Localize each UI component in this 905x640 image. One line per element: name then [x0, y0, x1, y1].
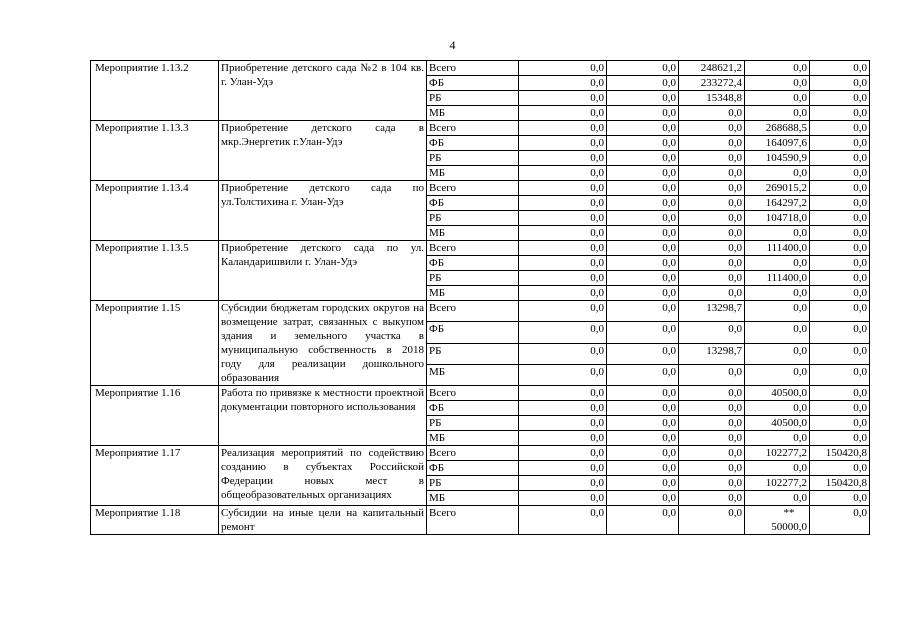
amount-cell: 40500,0	[745, 416, 810, 431]
funding-source: ФБ	[427, 256, 519, 271]
amount-cell: 0,0	[519, 196, 607, 211]
amount-cell: 0,0	[745, 431, 810, 446]
amount-cell: 0,0	[745, 91, 810, 106]
amount-cell: 0,0	[607, 416, 679, 431]
funding-source: Всего	[427, 241, 519, 256]
amount-cell: 0,0	[519, 506, 607, 535]
amount-cell: 0,0	[810, 301, 870, 322]
funding-source: МБ	[427, 226, 519, 241]
amount-cell: 0,0	[679, 386, 745, 401]
funding-source: РБ	[427, 476, 519, 491]
amount-cell: 0,0	[810, 61, 870, 76]
amount-cell: 0,0	[519, 301, 607, 322]
amount-cell: 0,0	[519, 431, 607, 446]
funding-source: Всего	[427, 181, 519, 196]
funding-source: РБ	[427, 343, 519, 364]
amount-cell: 268688,5	[745, 121, 810, 136]
amount-cell: 0,0	[745, 256, 810, 271]
activity-code: Мероприятие 1.13.2	[91, 61, 219, 121]
amount-cell: 0,0	[810, 271, 870, 286]
funding-source: МБ	[427, 166, 519, 181]
amount-cell: 0,0	[745, 106, 810, 121]
amount-cell: 0,0	[679, 256, 745, 271]
amount-cell: 0,0	[607, 76, 679, 91]
amount-cell: 0,0	[810, 76, 870, 91]
amount-cell: 0,0	[810, 136, 870, 151]
amount-cell: 0,0	[810, 506, 870, 535]
amount-cell: 0,0	[810, 461, 870, 476]
amount-cell: 0,0	[679, 136, 745, 151]
amount-cell: 40500,0	[745, 386, 810, 401]
amount-cell: 0,0	[679, 241, 745, 256]
activity-code: Мероприятие 1.13.5	[91, 241, 219, 301]
amount-cell: 0,0	[810, 286, 870, 301]
activity-code: Мероприятие 1.13.3	[91, 121, 219, 181]
amount-cell: 102277,2	[745, 446, 810, 461]
activity-name: Реализация мероприятий по содействию созданию в субъектах Российской Федерации новых мест в общеобразовательных организациях	[219, 446, 427, 506]
amount-cell: 0,0	[519, 286, 607, 301]
amount-cell: 0,0	[745, 461, 810, 476]
funding-source: РБ	[427, 271, 519, 286]
amount-cell: 0,0	[810, 226, 870, 241]
table-row	[91, 241, 870, 256]
funding-source: Всего	[427, 506, 519, 535]
funding-source: ФБ	[427, 136, 519, 151]
table-row	[91, 61, 870, 76]
amount-cell: 0,0	[745, 364, 810, 385]
amount-cell: 0,0	[519, 446, 607, 461]
amount-cell: 0,0	[745, 401, 810, 416]
amount-cell: 0,0	[519, 61, 607, 76]
amount-cell: 13298,7	[679, 343, 745, 364]
amount-cell: 0,0	[607, 61, 679, 76]
amount-cell: 111400,0	[745, 271, 810, 286]
amount-cell: 0,0	[519, 76, 607, 91]
amount-cell: 0,0	[519, 211, 607, 226]
amount-cell: 0,0	[679, 506, 745, 535]
amount-cell: 0,0	[519, 181, 607, 196]
funding-source: ФБ	[427, 76, 519, 91]
amount-cell: 0,0	[810, 416, 870, 431]
activity-name: Субсидии бюджетам городских округов на возмещение затрат, связанных с выкупом здания и земельного участка в муниципальную собственность в 2018 году для реализации дошкольного образования	[219, 301, 427, 386]
amount-cell: 0,0	[810, 151, 870, 166]
funding-source: МБ	[427, 491, 519, 506]
funding-source: Всего	[427, 301, 519, 322]
amount-cell: 0,0	[519, 322, 607, 343]
amount-cell: 0,0	[607, 211, 679, 226]
footnote-mark: **	[783, 507, 795, 519]
amount-value: 50000,0	[771, 521, 807, 533]
amount-cell: 0,0	[607, 461, 679, 476]
amount-cell: 0,0	[810, 181, 870, 196]
table-row	[91, 181, 870, 196]
amount-cell: 0,0	[519, 401, 607, 416]
amount-cell: 0,0	[810, 106, 870, 121]
amount-cell: 0,0	[519, 416, 607, 431]
amount-cell: 0,0	[607, 241, 679, 256]
amount-cell: 0,0	[519, 343, 607, 364]
funding-source: РБ	[427, 91, 519, 106]
amount-cell: 0,0	[607, 364, 679, 385]
amount-cell: 0,0	[519, 151, 607, 166]
amount-cell: 0,0	[519, 386, 607, 401]
amount-cell	[745, 506, 810, 535]
funding-source: ФБ	[427, 196, 519, 211]
amount-cell: 0,0	[679, 181, 745, 196]
activity-code: Мероприятие 1.16	[91, 386, 219, 446]
amount-cell: 233272,4	[679, 76, 745, 91]
budget-table	[90, 60, 870, 535]
activity-name: Приобретение детского сада по ул.Толстихина г. Улан-Удэ	[219, 181, 427, 241]
amount-cell: 0,0	[679, 476, 745, 491]
activity-code: Мероприятие 1.13.4	[91, 181, 219, 241]
funding-source: Всего	[427, 446, 519, 461]
amount-cell: 0,0	[607, 401, 679, 416]
amount-cell: 150420,8	[810, 446, 870, 461]
funding-source: ФБ	[427, 461, 519, 476]
activity-code: Мероприятие 1.17	[91, 446, 219, 506]
amount-cell: 248621,2	[679, 61, 745, 76]
amount-cell: 0,0	[745, 322, 810, 343]
funding-source: МБ	[427, 364, 519, 385]
amount-cell: 0,0	[679, 401, 745, 416]
page-number: 4	[449, 38, 456, 52]
table-row	[91, 446, 870, 461]
activity-code: Мероприятие 1.18	[91, 506, 219, 535]
activity-code: Мероприятие 1.15	[91, 301, 219, 386]
amount-cell: 0,0	[519, 461, 607, 476]
amount-cell: 0,0	[607, 431, 679, 446]
amount-cell: 0,0	[519, 166, 607, 181]
amount-cell: 0,0	[745, 61, 810, 76]
amount-cell: 104718,0	[745, 211, 810, 226]
funding-source: МБ	[427, 431, 519, 446]
funding-source: РБ	[427, 151, 519, 166]
amount-cell: 0,0	[810, 343, 870, 364]
amount-cell: 0,0	[810, 256, 870, 271]
amount-cell: 0,0	[607, 256, 679, 271]
amount-cell: 0,0	[519, 364, 607, 385]
amount-cell: 0,0	[607, 151, 679, 166]
amount-cell: 0,0	[519, 476, 607, 491]
amount-cell: 0,0	[679, 196, 745, 211]
table-body	[91, 61, 870, 535]
amount-cell: 0,0	[745, 301, 810, 322]
amount-cell: 0,0	[607, 166, 679, 181]
amount-cell: 0,0	[810, 431, 870, 446]
amount-cell: 0,0	[519, 271, 607, 286]
table-row	[91, 121, 870, 136]
amount-cell: 0,0	[679, 322, 745, 343]
funding-source: РБ	[427, 211, 519, 226]
funding-source: ФБ	[427, 322, 519, 343]
amount-cell: 0,0	[519, 106, 607, 121]
amount-cell: 0,0	[679, 106, 745, 121]
table-row	[91, 301, 870, 322]
amount-cell: 150420,8	[810, 476, 870, 491]
amount-cell: 0,0	[607, 286, 679, 301]
amount-cell: 0,0	[810, 491, 870, 506]
amount-cell: 164097,6	[745, 136, 810, 151]
amount-cell: 0,0	[679, 461, 745, 476]
amount-cell: 0,0	[607, 136, 679, 151]
amount-cell: 0,0	[607, 271, 679, 286]
amount-cell: 164297,2	[745, 196, 810, 211]
amount-cell: 0,0	[810, 386, 870, 401]
amount-cell: 0,0	[679, 286, 745, 301]
activity-name: Субсидии на иные цели на капитальный ремонт	[219, 506, 427, 535]
amount-cell: 0,0	[607, 386, 679, 401]
amount-cell: 269015,2	[745, 181, 810, 196]
amount-cell: 0,0	[607, 476, 679, 491]
amount-cell: 0,0	[607, 121, 679, 136]
funding-source: Всего	[427, 386, 519, 401]
table-row	[91, 506, 870, 535]
amount-cell: 0,0	[519, 226, 607, 241]
funding-source: Всего	[427, 61, 519, 76]
amount-cell: 0,0	[810, 241, 870, 256]
amount-cell: 0,0	[745, 491, 810, 506]
amount-cell: 0,0	[679, 151, 745, 166]
funding-source: ФБ	[427, 401, 519, 416]
amount-cell: 0,0	[810, 121, 870, 136]
amount-cell: 0,0	[607, 506, 679, 535]
amount-cell: 0,0	[745, 343, 810, 364]
amount-cell: 0,0	[810, 211, 870, 226]
amount-cell: 0,0	[810, 322, 870, 343]
amount-cell: 0,0	[607, 446, 679, 461]
amount-cell: 0,0	[679, 226, 745, 241]
amount-cell: 0,0	[679, 271, 745, 286]
table-row	[91, 386, 870, 401]
amount-cell: 0,0	[745, 166, 810, 181]
amount-cell: 15348,8	[679, 91, 745, 106]
funding-source: Всего	[427, 121, 519, 136]
amount-cell: 0,0	[810, 401, 870, 416]
amount-cell: 0,0	[607, 301, 679, 322]
funding-source: МБ	[427, 106, 519, 121]
amount-cell: 104590,9	[745, 151, 810, 166]
amount-cell: 0,0	[519, 136, 607, 151]
amount-cell: 0,0	[679, 446, 745, 461]
activity-name: Приобретение детского сада в мкр.Энергетик г.Улан-Удэ	[219, 121, 427, 181]
amount-cell: 13298,7	[679, 301, 745, 322]
activity-name: Приобретение детского сада по ул. Каландаришвили г. Улан-Удэ	[219, 241, 427, 301]
amount-cell: 0,0	[679, 211, 745, 226]
amount-cell: 0,0	[607, 226, 679, 241]
amount-cell: 0,0	[679, 364, 745, 385]
amount-cell: 0,0	[607, 322, 679, 343]
amount-cell: 0,0	[745, 286, 810, 301]
amount-cell: 0,0	[607, 196, 679, 211]
amount-cell: 0,0	[607, 106, 679, 121]
amount-cell: 0,0	[810, 196, 870, 211]
amount-cell: 0,0	[607, 91, 679, 106]
amount-cell: 0,0	[519, 241, 607, 256]
amount-cell: 0,0	[519, 256, 607, 271]
amount-cell: 0,0	[519, 491, 607, 506]
amount-cell: 0,0	[607, 181, 679, 196]
amount-cell: 0,0	[679, 416, 745, 431]
activity-name: Приобретение детского сада №2 в 104 кв. г. Улан-Удэ	[219, 61, 427, 121]
amount-cell: 0,0	[810, 91, 870, 106]
amount-cell: 0,0	[810, 166, 870, 181]
amount-cell: 102277,2	[745, 476, 810, 491]
funding-source: МБ	[427, 286, 519, 301]
amount-cell: 0,0	[519, 91, 607, 106]
amount-cell: 0,0	[679, 431, 745, 446]
amount-cell: 0,0	[810, 364, 870, 385]
amount-cell: 111400,0	[745, 241, 810, 256]
amount-cell: 0,0	[745, 76, 810, 91]
amount-cell: 0,0	[679, 491, 745, 506]
amount-cell: 0,0	[679, 121, 745, 136]
amount-cell: 0,0	[745, 226, 810, 241]
amount-cell: 0,0	[679, 166, 745, 181]
amount-cell: 0,0	[519, 121, 607, 136]
funding-source: РБ	[427, 416, 519, 431]
amount-cell: 0,0	[607, 343, 679, 364]
activity-name: Работа по привязке к местности проектной документации повторного использования	[219, 386, 427, 446]
amount-cell: 0,0	[607, 491, 679, 506]
